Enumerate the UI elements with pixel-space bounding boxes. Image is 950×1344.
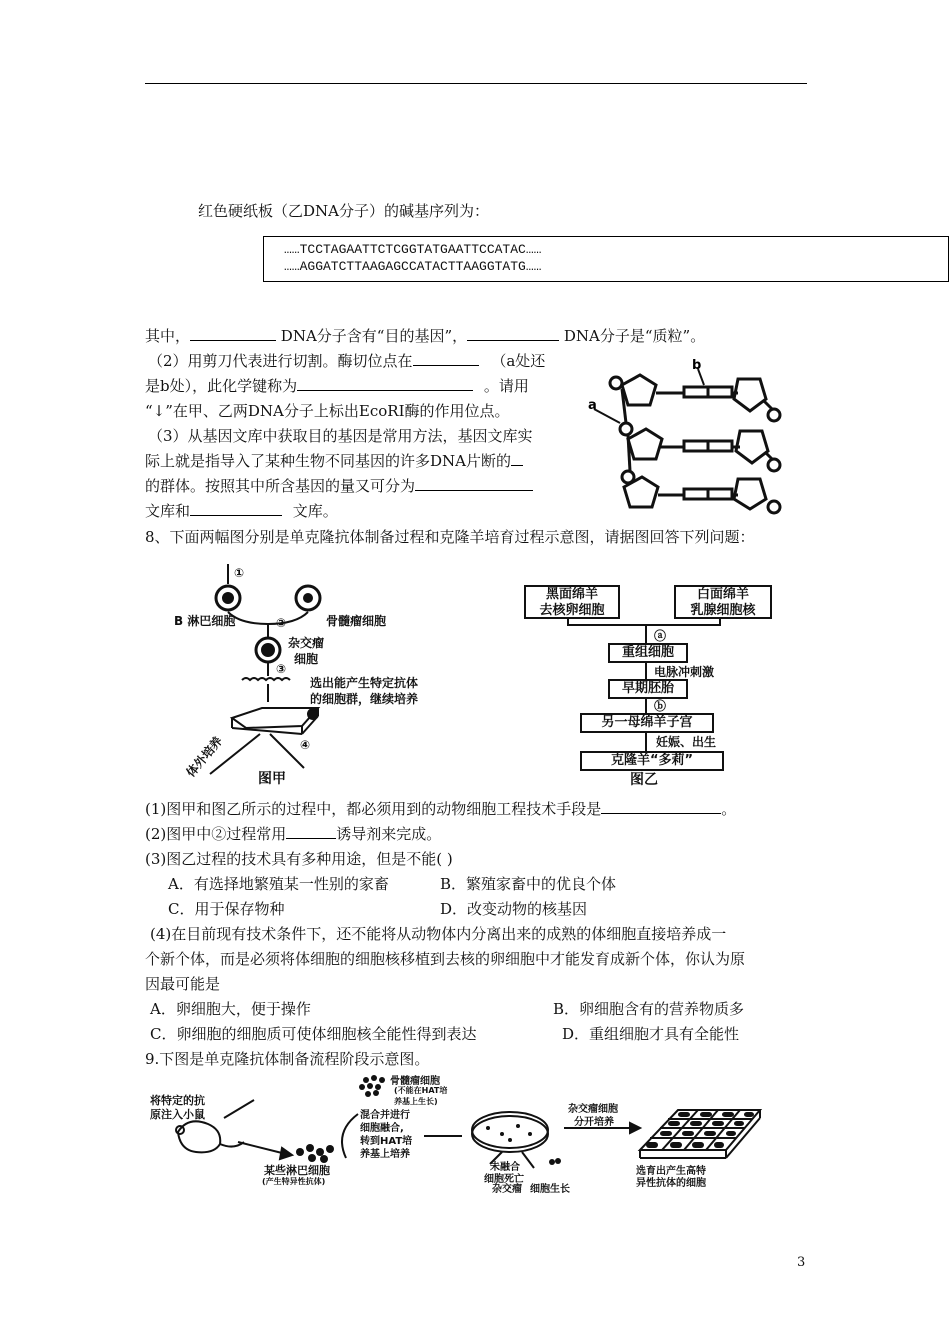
lymph-label-2: (产生特异性抗体)	[262, 1177, 326, 1186]
q8-4-line3: 因最可能是	[145, 975, 221, 993]
answer-blank[interactable]	[297, 376, 473, 391]
myeloma-label-3: 养基上生长)	[394, 1097, 438, 1106]
q8-3-option-a[interactable]: A．有选择地繁殖某一性别的家畜	[168, 875, 389, 893]
box-uterus: 另一母绵羊子宫	[580, 713, 714, 733]
lymph-label-1: 某些淋巴细胞	[264, 1164, 330, 1177]
label-a: a	[588, 398, 597, 413]
deoxyribose-shape	[734, 379, 766, 411]
sequence-box	[263, 236, 949, 282]
q7-text-a: 其中，	[145, 327, 191, 345]
mix-label-2: 细胞融合,	[360, 1123, 404, 1134]
figure-yi	[520, 585, 790, 788]
box-enucleated-egg-line1: 黑面绵羊	[545, 587, 598, 602]
intro-text: 红色硬纸板（乙DNA分子）的碱基序列为：	[198, 202, 489, 220]
grow-label-1: 杂交瘤	[492, 1184, 522, 1195]
in-vitro-label: 体外培养	[183, 733, 226, 780]
grow-label-2: 细胞生长	[530, 1184, 570, 1195]
answer-blank[interactable]	[286, 824, 336, 839]
q2-line1	[148, 350, 545, 372]
q9-heading: 9.下图是单克隆抗体制备流程阶段示意图。	[145, 1050, 430, 1068]
q8-1	[145, 798, 736, 820]
sequence-line-1: ……TCCTAGAATTCTCGGTATGAATTCCATAC……	[284, 242, 542, 257]
box-enucleated-egg	[524, 585, 620, 619]
inject-label-1: 将特定的抗	[150, 1094, 205, 1107]
q3-text-c: 的群体。按照其中所含基因的量又可分为	[145, 477, 416, 495]
q8-heading: 8、下面两幅图分别是单克隆抗体制备过程和克隆羊培育过程示意图，请据图回答下列问题：	[145, 528, 755, 546]
q8-3-option-c[interactable]: C．用于保存物种	[168, 900, 285, 918]
myeloma-label-1: 骨髓瘤细胞	[390, 1076, 440, 1087]
answer-blank[interactable]	[190, 501, 282, 516]
q8-4-option-a[interactable]: A．卵细胞大，便于操作	[150, 1000, 311, 1018]
deoxyribose-shape	[622, 375, 656, 405]
select-label-2: 的细胞群，继续培养	[310, 692, 419, 706]
q3-line3	[145, 475, 533, 497]
step-b-label: ⓑ	[654, 699, 667, 713]
myeloma-label: 骨髓瘤细胞	[326, 614, 387, 628]
q8-4-line2: 个新个体，而是必须将体细胞的细胞核移植到去核的卵细胞中才能发育成新个体，你认为原	[145, 950, 746, 968]
answer-blank[interactable]	[511, 451, 523, 466]
q7-text-b: DNA分子含有“目的基因”，	[280, 327, 468, 345]
dead-label-2: 细胞死亡	[484, 1174, 524, 1185]
separate-label-2: 分开培养	[574, 1117, 614, 1128]
q8-4-line1: (4)在目前现有技术条件下，还不能将从动物体内分离出来的成熟的体细胞直接培养成一	[150, 925, 727, 943]
deoxyribose-shape	[734, 479, 766, 509]
inject-label-2: 原注入小鼠	[150, 1108, 205, 1121]
select-label-1: 选出能产生特定抗体	[310, 676, 419, 690]
deoxyribose-shape	[628, 429, 662, 459]
dna-structure-svg	[588, 357, 800, 515]
box-clone-dolly: 克隆羊“多莉”	[580, 751, 724, 771]
mix-label-4: 养基上培养	[360, 1149, 410, 1160]
label-b: b	[692, 358, 702, 373]
q8-2-text: (2)图甲中②过程常用	[145, 825, 287, 843]
box-mammary-nucleus-line1: 白面绵羊	[696, 587, 749, 602]
q3-text-e: 文库。	[292, 502, 338, 520]
q8-3: (3)图乙过程的技术具有多种用途，但是不能( )	[145, 850, 453, 868]
q8-4-option-d[interactable]: D．重组细胞才具有全能性	[562, 1025, 740, 1043]
q8-2	[145, 823, 441, 845]
electric-stimulus-label: 电脉冲刺激	[654, 665, 715, 679]
q8-1-end: 。	[721, 800, 737, 818]
box-enucleated-egg-line2: 去核卵细胞	[539, 603, 605, 618]
box-early-embryo: 早期胚胎	[608, 679, 688, 699]
result-label-2: 异性抗体的细胞	[636, 1178, 706, 1189]
answer-blank[interactable]	[415, 476, 533, 491]
myeloma-label-2: (不能在HAT培	[394, 1086, 448, 1095]
q8-1-text: (1)图甲和图乙所示的过程中，都必须用到的动物细胞工程技术手段是	[145, 800, 602, 818]
q3-line1: （3）从基因文库中获取目的基因是常用方法，基因文库实	[148, 427, 533, 445]
q2-line3: “↓”在甲、乙两DNA分子上标出EcoRI酶的作用位点。	[145, 402, 510, 420]
hybrid-label-2: 细胞	[294, 652, 319, 666]
b-cell-label: B 淋巴细胞	[174, 614, 236, 628]
dna-figure	[588, 357, 800, 515]
q2-text: （2）用剪刀代表进行切割。酶切位点在	[148, 352, 413, 370]
mix-label-3: 转到HAT培	[360, 1136, 413, 1147]
figure-yi-caption: 图乙	[630, 772, 658, 788]
page-number: 3	[797, 1255, 806, 1270]
step-2-label: ②	[276, 616, 287, 630]
step-a-label: ⓐ	[654, 629, 667, 643]
step-3-label: ③	[276, 662, 287, 676]
hybrid-label-1: 杂交瘤	[288, 636, 325, 650]
answer-blank[interactable]	[601, 799, 721, 814]
figure-jia	[170, 562, 510, 788]
figure-9	[150, 1072, 770, 1196]
q3-text-d: 文库和	[145, 502, 191, 520]
q2-text-c: 是b处），此化学键称为	[145, 377, 298, 395]
mix-label-1: 混合并进行	[360, 1110, 410, 1121]
dead-label-1: 未融合	[490, 1162, 520, 1173]
q3-line4	[145, 500, 338, 522]
deoxyribose-shape	[736, 431, 768, 463]
sequence-line-2: ……AGGATCTTAAGAGCCATACTTAAGGTATG……	[284, 259, 542, 274]
answer-blank[interactable]	[190, 326, 276, 341]
q8-3-option-b[interactable]: B．繁殖家畜中的优良个体	[440, 875, 617, 893]
box-mammary-nucleus-line2: 乳腺细胞核	[690, 603, 756, 618]
answer-blank[interactable]	[467, 326, 559, 341]
q8-2-end: 诱导剂来完成。	[336, 825, 442, 843]
q2-line2	[145, 375, 529, 397]
q8-4-option-b[interactable]: B．卵细胞含有的营养物质多	[553, 1000, 745, 1018]
answer-blank[interactable]	[413, 351, 479, 366]
figure-jia-caption: 图甲	[258, 771, 286, 787]
box-mammary-nucleus	[674, 585, 772, 619]
q8-4-option-c[interactable]: C．卵细胞的细胞质可使体细胞核全能性得到表达	[150, 1025, 477, 1043]
q8-3-option-d[interactable]: D．改变动物的核基因	[440, 900, 588, 918]
box-recombinant-cell: 重组细胞	[608, 643, 688, 663]
q7-text-c: DNA分子是“质粒”。	[563, 327, 706, 345]
step-1-label: ①	[234, 566, 245, 580]
step-4-label: ④	[300, 738, 311, 752]
result-label-1: 选育出产生高特	[636, 1166, 706, 1177]
header-rule	[145, 83, 807, 84]
q3-text-b: 际上就是指导入了某种生物不同基因的许多DNA片断的	[145, 452, 511, 470]
q2-text-d: 。请用	[483, 377, 529, 395]
q3-line2	[145, 450, 523, 472]
q2-text-b: （a处还	[491, 352, 546, 370]
birth-label: 妊娠、出生	[656, 735, 717, 749]
q7-line1	[145, 325, 705, 347]
separate-label-1: 杂交瘤细胞	[568, 1104, 618, 1115]
